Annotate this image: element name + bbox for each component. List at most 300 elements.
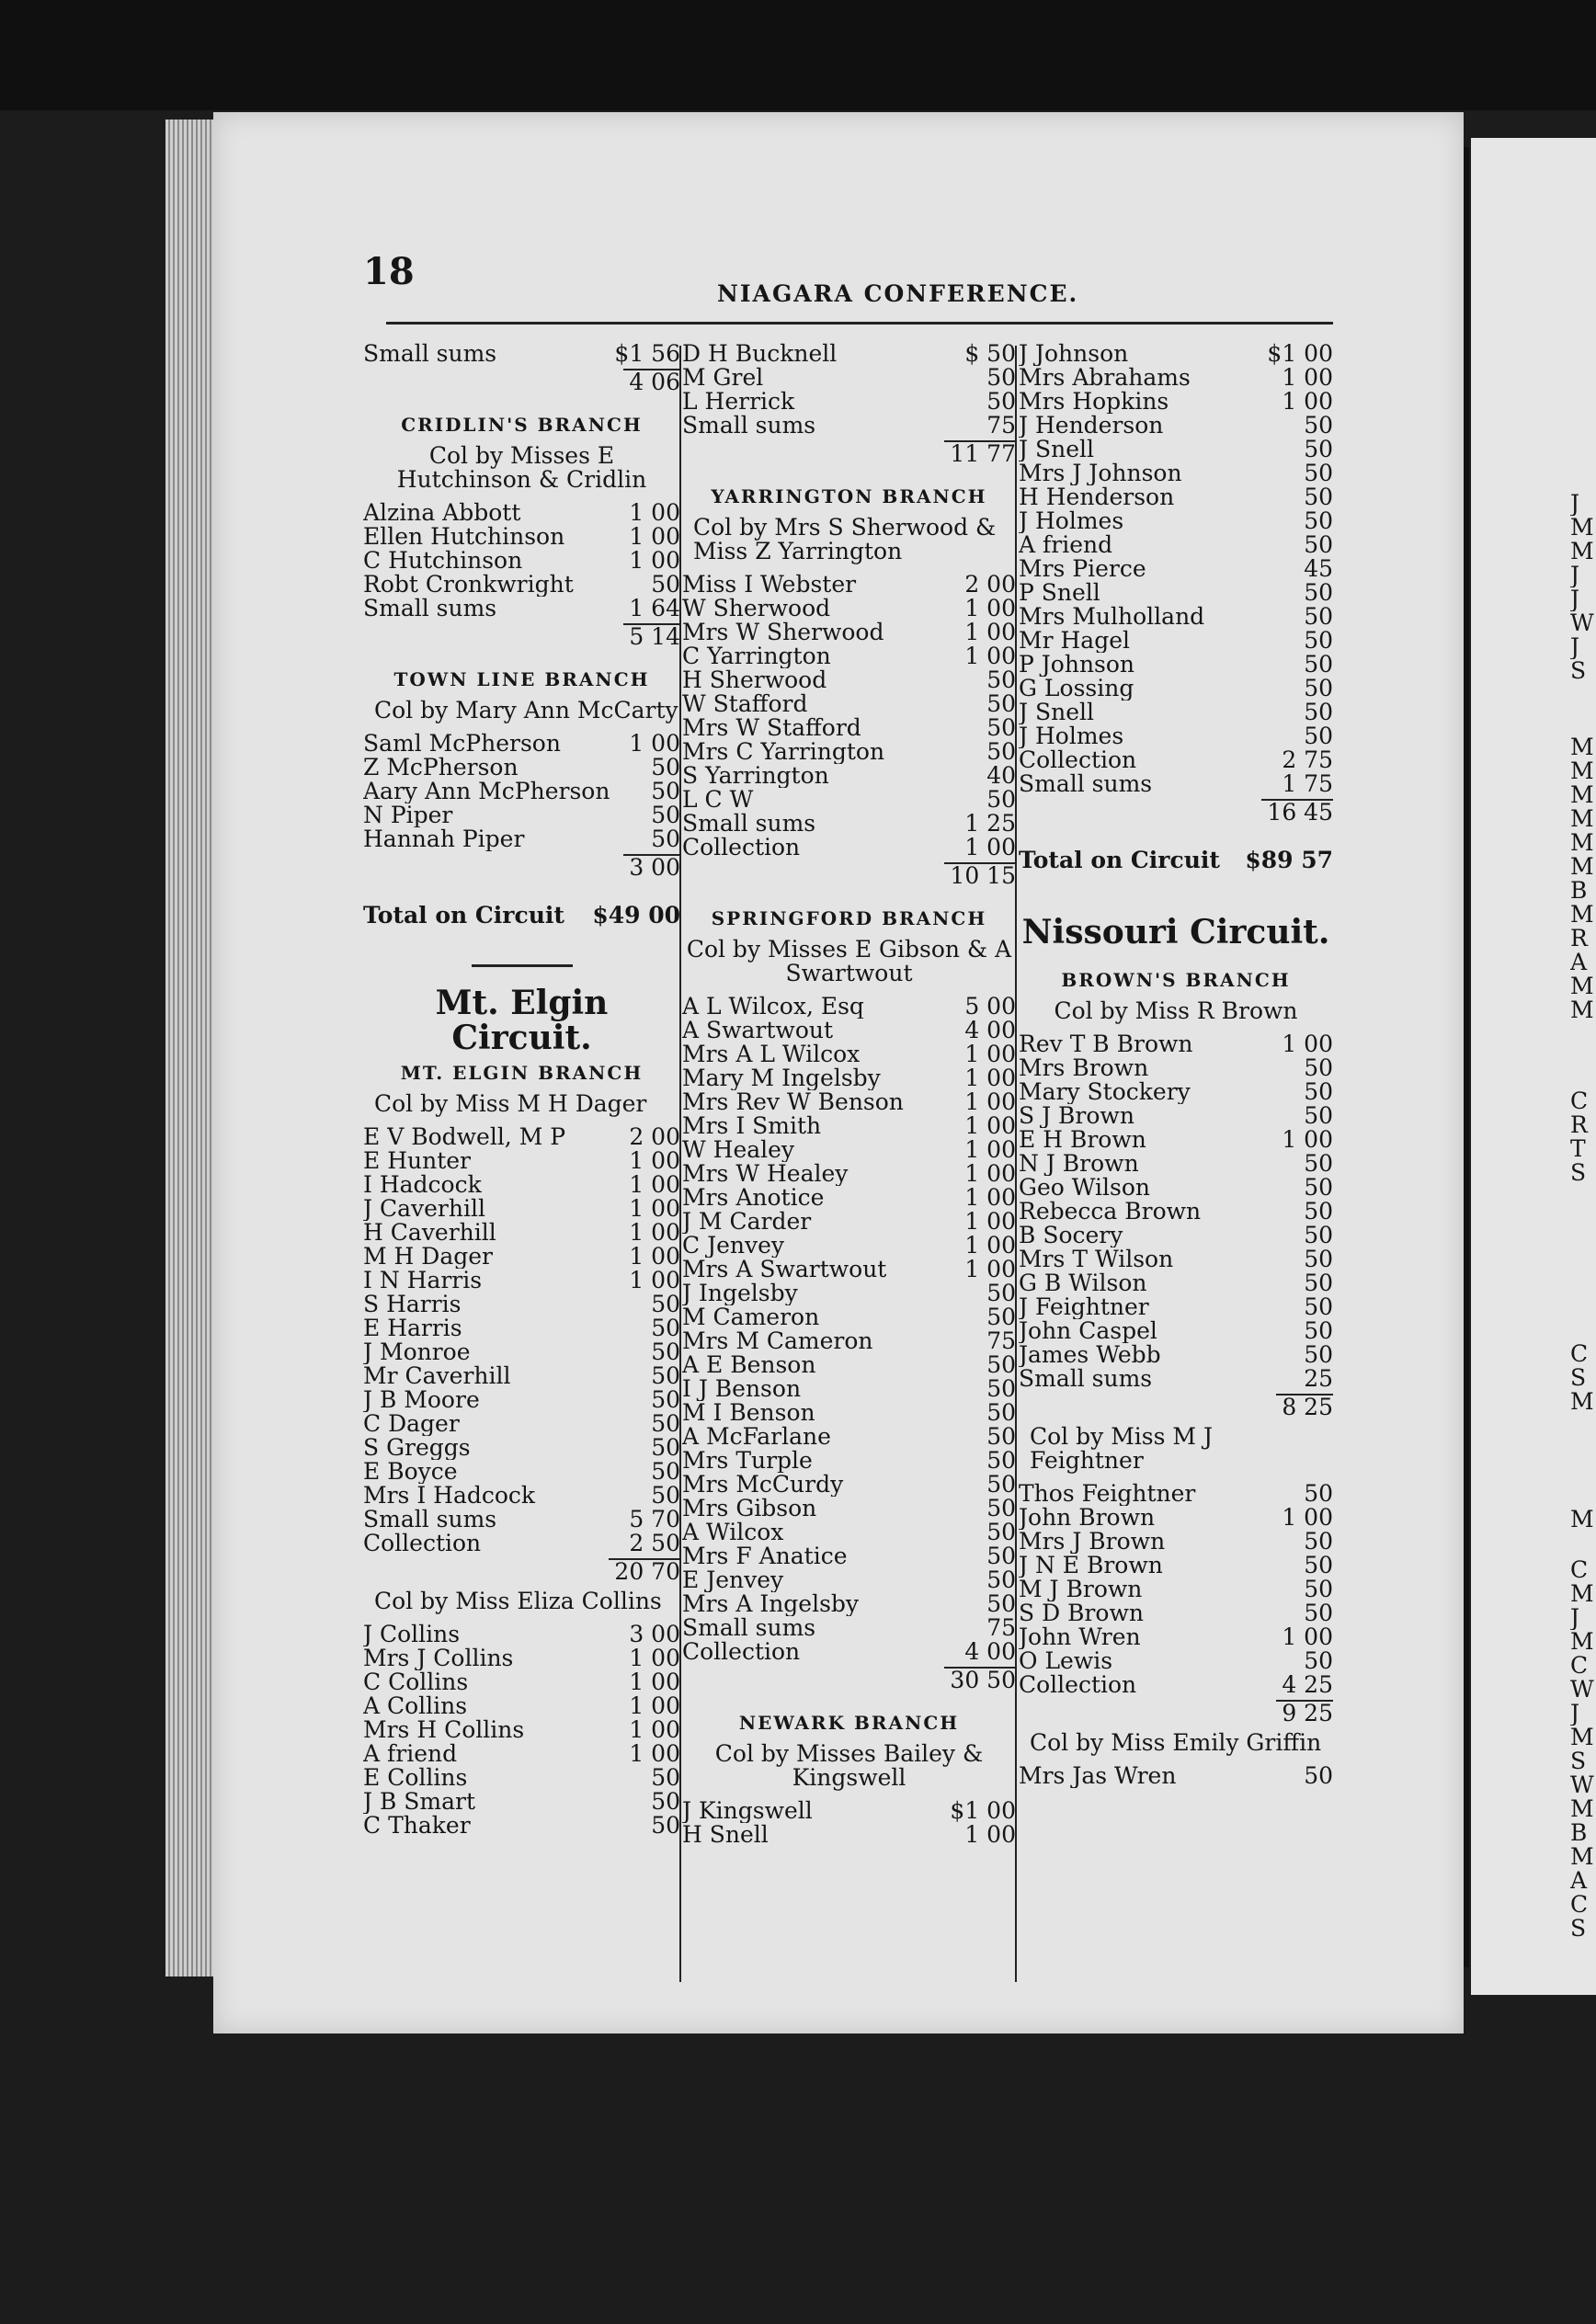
amount: 50 [986, 690, 1016, 717]
entry-row [682, 740, 1016, 764]
entry-row [1019, 1056, 1333, 1080]
contributor-name: Hannah Piper [363, 827, 525, 851]
collector-line: Col by Miss R Brown [1054, 997, 1298, 1024]
facing-page-fragment: J [1570, 635, 1580, 659]
header-rule [386, 322, 1333, 325]
entry-row [363, 1412, 680, 1436]
facing-page-fragment: J [1570, 492, 1580, 516]
entry-row [1019, 772, 1333, 796]
entry-row [1019, 1224, 1333, 1247]
entry-row [682, 1497, 1016, 1521]
amount: 1 00 [964, 1208, 1016, 1235]
amount: 50 [651, 826, 680, 852]
amount: 1 00 [964, 1256, 1016, 1282]
contributor-name: E Collins [363, 1766, 468, 1790]
subtotal: 9 25 [1276, 1700, 1333, 1726]
amount: 50 [986, 1351, 1016, 1378]
amount: 50 [1304, 460, 1333, 486]
facing-page-fragment: M [1570, 903, 1594, 927]
contributor-name: L C W [682, 788, 754, 812]
entry-row [682, 1449, 1016, 1473]
amount: 50 [1304, 723, 1333, 749]
collector-line: Col by Miss Eliza Collins [374, 1588, 662, 1614]
facing-page-fragment: B [1570, 1821, 1588, 1845]
amount: 1 00 [629, 730, 680, 757]
entry-row [682, 1425, 1016, 1449]
amount: 1 00 [964, 1088, 1016, 1115]
contributor-name: S J Brown [1019, 1104, 1134, 1128]
entry-row [363, 1814, 680, 1838]
amount: 2 75 [1282, 746, 1333, 773]
amount: 1 00 [1282, 364, 1333, 391]
contributor-name: Small sums [682, 1616, 816, 1640]
amount: 1 00 [1282, 1126, 1333, 1153]
entry-row [682, 1377, 1016, 1401]
amount: 50 [986, 714, 1016, 741]
amount: 50 [651, 1812, 680, 1839]
entry-row [363, 1790, 680, 1814]
amount: 50 [986, 1399, 1016, 1426]
entry-row [363, 1436, 680, 1460]
contributor-name: L Herrick [682, 390, 795, 414]
contributor-name: A friend [1019, 533, 1113, 557]
contributor-name: Small sums [363, 342, 497, 366]
contributor-name: G Lossing [1019, 677, 1134, 701]
gutter-shadow [1464, 147, 1469, 1967]
entry-row [1019, 1128, 1333, 1152]
subtotal: 30 50 [944, 1667, 1016, 1692]
amount: 1 25 [964, 810, 1016, 837]
entry-row [1019, 1764, 1333, 1788]
amount: 50 [1304, 1150, 1333, 1177]
facing-page-fragment: M [1570, 783, 1594, 807]
facing-page-fragment: J [1570, 587, 1580, 611]
contributor-name: M Grel [682, 366, 764, 390]
amount: 50 [1304, 1600, 1333, 1626]
entry-row [682, 1401, 1016, 1425]
contributor-name: J Monroe [363, 1340, 471, 1364]
contributor-name: A Wilcox [682, 1521, 784, 1544]
entry-row [682, 1138, 1016, 1162]
amount: $1 00 [950, 1797, 1016, 1824]
amount: 4 00 [964, 1638, 1016, 1665]
branch-heading: YARRINGTON BRANCH [711, 485, 987, 507]
entry-row [1019, 1601, 1333, 1625]
entry-row [682, 995, 1016, 1019]
contributor-name: C Yarrington [682, 644, 831, 668]
entry-row [682, 764, 1016, 788]
entry-row [682, 1799, 1016, 1823]
entry-row [682, 788, 1016, 812]
amount: 50 [1304, 1480, 1333, 1507]
entry-row [1019, 509, 1333, 533]
entry-row [363, 1125, 680, 1149]
contributor-name: Z McPherson [363, 756, 519, 780]
entry-row [682, 1210, 1016, 1234]
branch-heading: TOWN LINE BRANCH [393, 668, 650, 690]
amount: 1 00 [964, 834, 1016, 860]
entry-row [682, 1090, 1016, 1114]
entry-row [1019, 1080, 1333, 1104]
contributor-name: Small sums [1019, 1367, 1153, 1391]
entry-row [1019, 1625, 1333, 1649]
amount: 1 00 [964, 1160, 1016, 1187]
amount: 4 25 [1282, 1671, 1333, 1698]
contributor-name: Mary Stockery [1019, 1080, 1191, 1104]
entry-row [1019, 1367, 1333, 1391]
amount: 1 00 [964, 1065, 1016, 1091]
contributor-name: Rebecca Brown [1019, 1200, 1202, 1224]
amount: 2 50 [629, 1530, 680, 1556]
contributor-name: S Harris [363, 1293, 462, 1316]
facing-page-fragment: T [1570, 1137, 1586, 1161]
contributor-name: Geo Wilson [1019, 1176, 1150, 1200]
contributor-name: I Hadcock [363, 1173, 482, 1197]
contributor-name: Miss I Webster [682, 573, 857, 597]
amount: 1 00 [629, 547, 680, 574]
contributor-name: Small sums [363, 1508, 497, 1532]
amount: 45 [1304, 555, 1333, 582]
collector-line: Col by Misses E Hutchinson & Cridlin [396, 442, 647, 493]
amount: 1 00 [629, 1195, 680, 1222]
collector-line: Col by Misses Bailey & Kingswell [714, 1740, 984, 1791]
page-number: 18 [363, 250, 415, 293]
entry-row [682, 1616, 1016, 1640]
contributor-name: Rev T B Brown [1019, 1032, 1193, 1056]
facing-page-fragment: S [1570, 1161, 1587, 1185]
facing-page-fragment: M [1570, 735, 1594, 759]
entry-row [682, 1186, 1016, 1210]
entry-row [682, 414, 1016, 438]
contributor-name: A Collins [363, 1694, 468, 1718]
amount: 50 [1304, 627, 1333, 654]
contributor-name: John Brown [1019, 1506, 1156, 1530]
entry-row [682, 1568, 1016, 1592]
collector-line: Col by Miss M J Feightner [1030, 1423, 1213, 1474]
contributor-name: John Wren [1019, 1625, 1141, 1649]
entry-row [363, 1718, 680, 1742]
amount: 50 [651, 1458, 680, 1485]
entry-row [1019, 390, 1333, 414]
amount: 5 70 [629, 1506, 680, 1532]
entry-row [682, 1823, 1016, 1847]
branch-heading: BROWN'S BRANCH [1061, 969, 1291, 991]
branch-heading: SPRINGFORD BRANCH [711, 907, 987, 929]
entry-row [363, 1484, 680, 1508]
entry-row [1019, 1176, 1333, 1200]
amount: 50 [1304, 1647, 1333, 1674]
circuit-total: $89 57 [1245, 847, 1333, 873]
contributor-name: J N E Brown [1019, 1554, 1163, 1578]
entry-row [1019, 461, 1333, 485]
entry-row [363, 1766, 680, 1790]
amount: 50 [986, 388, 1016, 415]
entry-row [1019, 724, 1333, 748]
amount: 50 [986, 738, 1016, 765]
contributor-name: J Snell [1019, 438, 1094, 461]
contributor-name: Collection [682, 836, 801, 860]
facing-page-fragment: M [1570, 1582, 1594, 1606]
entry-row [363, 1197, 680, 1221]
contributor-name: Mrs A Swartwout [682, 1258, 887, 1282]
amount: 1 00 [1282, 388, 1333, 415]
entry-row [1019, 581, 1333, 605]
amount: 1 00 [629, 1219, 680, 1246]
facing-page-fragment: M [1570, 1508, 1594, 1532]
amount: 5 00 [964, 993, 1016, 1020]
entry-row [682, 597, 1016, 621]
amount: 50 [986, 1280, 1016, 1306]
amount: 50 [1304, 1222, 1333, 1248]
amount: 1 00 [964, 1821, 1016, 1848]
facing-page-fragment: M [1570, 1630, 1594, 1654]
contributor-name: M H Dager [363, 1245, 493, 1269]
entry-row [1019, 1673, 1333, 1697]
amount: 50 [651, 1788, 680, 1815]
facing-page-fragment: C [1570, 1558, 1589, 1582]
entry-row [1019, 1343, 1333, 1367]
contributor-name: B Socery [1019, 1224, 1123, 1247]
amount: 50 [1304, 1576, 1333, 1602]
entry-row [363, 1623, 680, 1646]
branch-heading: NEWARK BRANCH [738, 1712, 960, 1734]
entry-row [1019, 1319, 1333, 1343]
amount: 50 [986, 666, 1016, 693]
facing-page-fragment: J [1570, 1702, 1580, 1726]
entry-row [1019, 1482, 1333, 1506]
amount: 1 00 [964, 1136, 1016, 1163]
amount: 50 [651, 1482, 680, 1509]
amount: 50 [1304, 1198, 1333, 1225]
entry-row [363, 1460, 680, 1484]
amount: 50 [651, 1339, 680, 1365]
contributor-name: Collection [363, 1532, 482, 1555]
entry-row [363, 1245, 680, 1269]
amount: $ 50 [964, 340, 1016, 367]
entry-row [682, 1329, 1016, 1353]
contributor-name: Mrs J Johnson [1019, 461, 1182, 485]
facing-page-fragment: S [1570, 1749, 1587, 1773]
entry-row [682, 1066, 1016, 1090]
entry-row [1019, 485, 1333, 509]
amount: 1 00 [964, 595, 1016, 621]
contributor-name: James Webb [1019, 1343, 1161, 1367]
contributor-name: Mrs Rev W Benson [682, 1090, 904, 1114]
facing-page-fragment: W [1570, 1678, 1594, 1702]
amount: 1 00 [629, 1267, 680, 1293]
facing-page-fragment: B [1570, 879, 1588, 903]
entry-row [363, 573, 680, 597]
circuit-total: $49 00 [592, 902, 680, 928]
contributor-name: G B Wilson [1019, 1271, 1147, 1295]
amount: 50 [986, 1495, 1016, 1521]
contributor-name: Small sums [1019, 772, 1153, 796]
contributor-name: Collection [1019, 748, 1137, 772]
contributor-name: J Kingswell [682, 1799, 813, 1823]
facing-page-fragment: S [1570, 659, 1587, 683]
amount: 1 00 [964, 1041, 1016, 1067]
amount: 50 [1304, 1293, 1333, 1320]
amount: 50 [986, 1304, 1016, 1330]
facing-page-fragment: C [1570, 1654, 1589, 1678]
subtotal: 10 15 [944, 862, 1016, 888]
entry-row [363, 501, 680, 525]
entry-row [363, 1149, 680, 1173]
contributor-name: Mrs Pierce [1019, 557, 1146, 581]
entry-row [363, 1694, 680, 1718]
contributor-name: Mrs W Healey [682, 1162, 849, 1186]
amount: 75 [986, 1614, 1016, 1641]
entry-row [682, 668, 1016, 692]
contributor-name: E H Brown [1019, 1128, 1146, 1152]
contributor-name: Mrs C Yarrington [682, 740, 885, 764]
collector-line: Col by Miss Emily Griffin [1030, 1729, 1322, 1756]
contributor-name: J Collins [363, 1623, 461, 1646]
amount: 50 [1304, 1174, 1333, 1201]
entry-row [1019, 1295, 1333, 1319]
entry-row [1019, 629, 1333, 653]
amount: 1 00 [629, 1692, 680, 1719]
entry-row [682, 812, 1016, 836]
collector-line: Col by Mary Ann McCarty [374, 697, 678, 723]
amount: 50 [986, 1471, 1016, 1498]
circuit-total-label: Total on Circuit [1019, 849, 1220, 872]
amount: 50 [1304, 436, 1333, 462]
amount: 1 00 [964, 1232, 1016, 1259]
facing-page-fragment: C [1570, 1342, 1589, 1366]
entry-row [682, 1234, 1016, 1258]
contributor-name: E Harris [363, 1316, 462, 1340]
entry-row [1019, 533, 1333, 557]
entry-row [363, 756, 680, 780]
entry-row [1019, 438, 1333, 461]
running-head: NIAGARA CONFERENCE. [717, 280, 1079, 307]
entry-row [1019, 1530, 1333, 1554]
amount: 1 00 [629, 499, 680, 526]
facing-page-fragment: S [1570, 1366, 1587, 1390]
subtotal: 4 06 [623, 369, 680, 394]
contributor-name: E V Bodwell, M P [363, 1125, 566, 1149]
contributor-name: M J Brown [1019, 1578, 1143, 1601]
facing-page-fragment: M [1570, 759, 1594, 783]
entry-row [682, 1473, 1016, 1497]
facing-page-fragment: J [1570, 564, 1580, 587]
entry-row [1019, 1578, 1333, 1601]
collector-line: Col by Mrs S Sherwood & Miss Z Yarrington [693, 514, 997, 564]
contributor-name: Mrs A Ingelsby [682, 1592, 860, 1616]
amount: 50 [986, 1423, 1016, 1450]
entry-row [363, 1364, 680, 1388]
facing-page-fragment: M [1570, 540, 1594, 564]
contributor-name: J B Moore [363, 1388, 480, 1412]
subtotal: 11 77 [944, 440, 1016, 466]
entry-row [363, 803, 680, 827]
contributor-name: Mrs M Cameron [682, 1329, 873, 1353]
contributor-name: C Jenvey [682, 1234, 785, 1258]
contributor-name: Collection [1019, 1673, 1137, 1697]
facing-page-fragment: M [1570, 831, 1594, 855]
contributor-name: Mrs Mulholland [1019, 605, 1205, 629]
contributor-name: Mrs McCurdy [682, 1473, 844, 1497]
contributor-name: P Johnson [1019, 653, 1135, 677]
facing-page-fragment: M [1570, 974, 1594, 998]
contributor-name: J Johnson [1019, 342, 1129, 366]
entry-row [682, 1258, 1016, 1282]
branch-heading: CRIDLIN'S BRANCH [401, 414, 643, 436]
entry-row [363, 342, 680, 366]
entry-row [682, 1162, 1016, 1186]
facing-page-fragment: W [1570, 611, 1594, 635]
entry-row [363, 1340, 680, 1364]
entry-row [363, 1316, 680, 1340]
entry-row [1019, 1506, 1333, 1530]
entry-row [363, 1293, 680, 1316]
amount: 1 00 [964, 643, 1016, 669]
contributor-name: A Swartwout [682, 1019, 834, 1042]
contributor-name: J Ingelsby [682, 1282, 798, 1305]
amount: 1 64 [629, 595, 680, 621]
entry-row [1019, 1152, 1333, 1176]
contributor-name: Mr Caverhill [363, 1364, 511, 1388]
amount: 50 [986, 1519, 1016, 1545]
facing-page-fragment: A [1570, 1869, 1588, 1893]
amount: 50 [1304, 1102, 1333, 1129]
amount: 3 00 [629, 1621, 680, 1647]
amount: 50 [1304, 603, 1333, 630]
entry-row [1019, 605, 1333, 629]
contributor-name: Robt Cronkwright [363, 573, 574, 597]
amount: 50 [651, 1315, 680, 1341]
entry-row [363, 597, 680, 621]
contributor-name: E Boyce [363, 1460, 458, 1484]
subtotal: 3 00 [623, 854, 680, 880]
collector-line: Col by Misses E Gibson & A Swartwout [686, 936, 1012, 986]
amount: 50 [651, 1386, 680, 1413]
amount: 50 [1304, 1054, 1333, 1081]
contributor-name: P Snell [1019, 581, 1100, 605]
contributor-name: Thos Feightner [1019, 1482, 1196, 1506]
amount: 50 [651, 778, 680, 804]
entry-row [1019, 557, 1333, 581]
amount: 50 [986, 1375, 1016, 1402]
entry-row [1019, 1271, 1333, 1295]
amount: 50 [1304, 1270, 1333, 1296]
contributor-name: Small sums [682, 414, 816, 438]
entry-row [1019, 677, 1333, 701]
contributor-name: J B Smart [363, 1790, 476, 1814]
entry-row [682, 1282, 1016, 1305]
amount: 50 [1304, 507, 1333, 534]
facing-page-fragment: M [1570, 1726, 1594, 1749]
amount: 50 [651, 1362, 680, 1389]
amount: 50 [651, 1291, 680, 1317]
entry-row [682, 1592, 1016, 1616]
contributor-name: S D Brown [1019, 1601, 1144, 1625]
amount: 50 [986, 1590, 1016, 1617]
contributor-name: Saml McPherson [363, 732, 561, 756]
entry-row [363, 1221, 680, 1245]
entry-row [363, 1670, 680, 1694]
amount: 2 00 [629, 1123, 680, 1150]
amount: 50 [651, 754, 680, 780]
contributor-name: W Healey [682, 1138, 795, 1162]
contributor-name: Aary Ann McPherson [363, 780, 610, 803]
contributor-name: John Caspel [1019, 1319, 1157, 1343]
facing-page-fragment: M [1570, 855, 1594, 879]
contributor-name: J Holmes [1019, 724, 1124, 748]
entry-row [363, 1646, 680, 1670]
contributor-name: Mrs J Brown [1019, 1530, 1166, 1554]
